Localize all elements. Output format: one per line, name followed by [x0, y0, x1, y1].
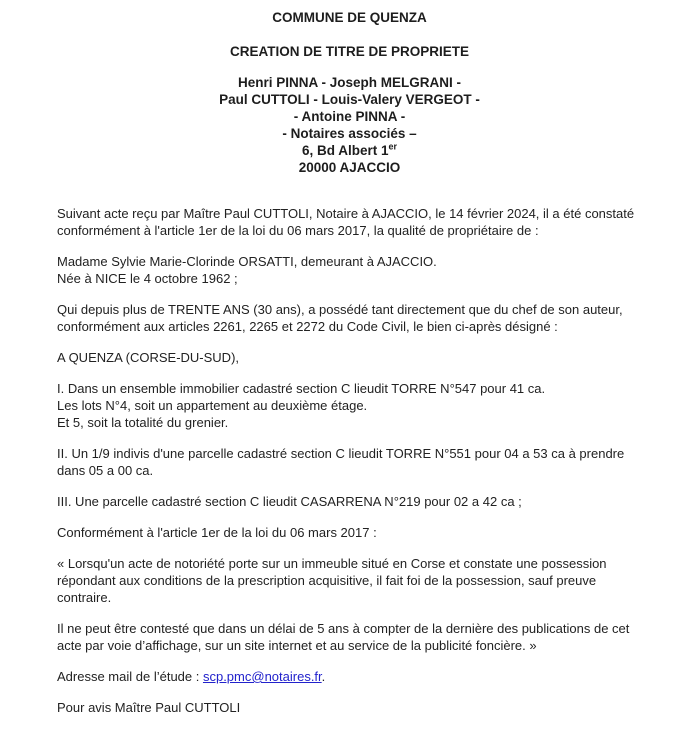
paragraph-quote-2 [57, 620, 649, 654]
paragraph-line: Les lots N°4, soit un appartement au deuxième étage. [57, 398, 368, 413]
email-label: Adresse mail de l’étude : [57, 669, 203, 684]
paragraph-line: Née à NICE le 4 octobre 1962 ; [57, 271, 238, 286]
paragraph-quote-1 [57, 555, 649, 606]
office-address-line2: 20000 AJACCIO [298, 160, 401, 175]
paragraph-line: II. Un 1/9 indivis d'une parcelle cadastré section C lieudit TORRE N°551 pour 04 a 53 ca à prendre [57, 446, 625, 461]
paragraph-line: contraire. [57, 590, 112, 605]
paragraph-line: conformément à l'article 1er de la loi du 06 mars 2017, la qualité de propriétaire de : [57, 223, 539, 238]
paragraph-line: Madame Sylvie Marie-Clorinde ORSATTI, demeurant à AJACCIO. [57, 254, 437, 269]
commune-title: COMMUNE DE QUENZA [272, 10, 427, 25]
ordinal-suffix: er [388, 141, 398, 152]
notary-line: Paul CUTTOLI - Louis-Valery VERGEOT - [219, 92, 480, 107]
notary-line: Henri PINNA - Joseph MELGRANI - [237, 75, 461, 90]
paragraph-line: répondant aux conditions de la prescription acquisitive, il fait foi de la possession, sauf preuve [57, 573, 597, 588]
paragraph-line: III. Une parcelle cadastré section C lieudit CASARRENA N°219 pour 02 a 42 ca ; [57, 494, 522, 509]
paragraph-line: Conformément à l'article 1er de la loi du 06 mars 2017 : [57, 525, 377, 540]
office-address-line1 [0, 142, 699, 159]
notaries-block [0, 74, 699, 176]
paragraph-lot-2 [57, 445, 649, 479]
paragraph-email [57, 668, 649, 685]
paragraph-line: dans 05 a 00 ca. [57, 463, 154, 478]
paragraph-line: Qui depuis plus de TRENTE ANS (30 ans), a possédé tant directement que du chef de son auteur, [57, 302, 623, 317]
paragraph-intro [57, 205, 649, 239]
office-address-text: 6, Bd Albert 1 [301, 143, 389, 158]
paragraph-line: Et 5, soit la totalité du grenier. [57, 415, 229, 430]
signature-line: Pour avis Maître Paul CUTTOLI [57, 700, 241, 715]
document-title: CREATION DE TITRE DE PROPRIETE [229, 44, 470, 59]
paragraph-line: « Lorsqu'un acte de notoriété porte sur un immeuble situé en Corse et constate une possession [57, 556, 607, 571]
paragraph-line: Il ne peut être contesté que dans un délai de 5 ans à compter de la dernière des publications de cet [57, 621, 630, 636]
paragraph-law-reference [57, 524, 649, 541]
paragraph-owner [57, 253, 649, 287]
email-link[interactable]: scp.pmc@notaires.fr [202, 669, 322, 684]
paragraph-lot-3 [57, 493, 649, 510]
paragraph-line: acte par voie d’affichage, sur un site internet et au service de la publicité foncière. » [57, 638, 537, 653]
paragraph-location [57, 349, 649, 366]
paragraph-lot-1 [57, 380, 649, 431]
paragraph-possession [57, 301, 649, 335]
notary-line: - Notaires associés – [282, 126, 417, 141]
paragraph-line: I. Dans un ensemble immobilier cadastré section C lieudit TORRE N°547 pour 41 ca. [57, 381, 546, 396]
paragraph-line: conformément aux articles 2261, 2265 et 2272 du Code Civil, le bien ci-après désigné : [57, 319, 558, 334]
document-header [0, 0, 699, 176]
paragraph-line: Suivant acte reçu par Maître Paul CUTTOLI, Notaire à AJACCIO, le 14 février 2024, il a été constaté [57, 206, 635, 221]
notary-line: - Antoine PINNA - [293, 109, 406, 124]
email-suffix: . [321, 669, 326, 684]
paragraph-line: A QUENZA (CORSE-DU-SUD), [57, 350, 240, 365]
document-body [0, 205, 699, 716]
